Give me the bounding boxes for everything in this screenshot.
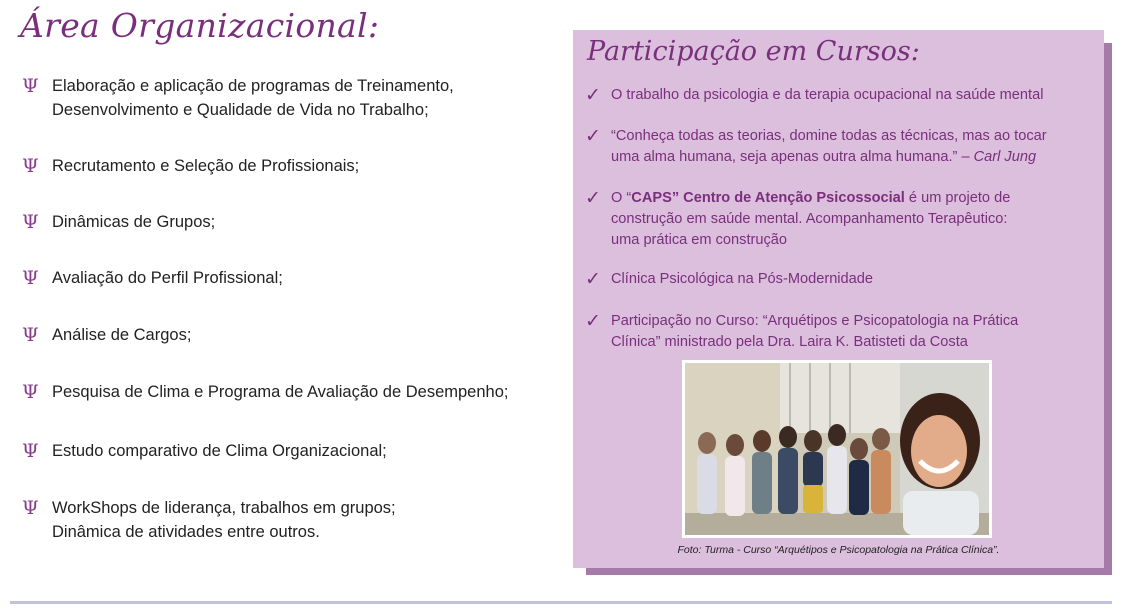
group-photo	[685, 363, 989, 535]
psi-icon: Ψ	[22, 381, 39, 403]
checkmark-icon: ✓	[585, 125, 601, 147]
cursos-panel	[573, 30, 1104, 568]
caps-line-3: uma prática em construção	[611, 232, 788, 248]
checkmark-icon: ✓	[585, 187, 601, 209]
course-text	[611, 126, 1047, 168]
list-item-text: Avaliação do Perfil Profissional;	[52, 269, 283, 287]
list-item	[22, 266, 283, 290]
list-item	[22, 380, 508, 404]
course-text: O trabalho da psicologia e da terapia ocupacional na saúde mental	[611, 87, 1044, 103]
area-organizacional-title: Área Organizacional:	[20, 6, 380, 45]
list-item-text: Dinâmicas de Grupos;	[52, 213, 216, 231]
list-item	[22, 496, 396, 544]
course-text	[611, 311, 1018, 353]
psi-icon: Ψ	[22, 440, 39, 462]
list-item	[22, 323, 191, 347]
list-item	[22, 154, 359, 178]
caps-post: é um projeto de	[904, 190, 1011, 206]
course-text: Clínica Psicológica na Pós-Modernidade	[611, 271, 874, 287]
list-item-text: Análise de Cargos;	[52, 326, 192, 344]
list-item	[22, 210, 215, 234]
caps-pre: O “	[611, 190, 632, 206]
quote-line-2: uma alma humana, seja apenas outra alma humana.” –	[611, 149, 974, 165]
course-item	[585, 188, 1095, 251]
caps-line-2: construção em saúde mental. Acompanhamento Terapêutico:	[611, 211, 1008, 227]
psi-icon: Ψ	[22, 267, 39, 289]
psi-icon: Ψ	[22, 211, 39, 233]
quote-line-1: “Conheça todas as teorias, domine todas as técnicas, mas ao tocar	[611, 128, 1047, 144]
psi-icon: Ψ	[22, 155, 39, 177]
course-item	[585, 85, 1095, 106]
psi-icon: Ψ	[22, 75, 39, 97]
curso-line-2: Clínica” ministrado pela Dra. Laira K. Batisteti da Costa	[611, 334, 968, 350]
course-item	[585, 311, 1095, 353]
list-item-text: Pesquisa de Clima e Programa de Avaliação de Desempenho;	[52, 383, 509, 401]
checkmark-icon: ✓	[585, 268, 601, 290]
bottom-divider	[10, 601, 1112, 604]
course-item	[585, 126, 1095, 168]
list-item	[22, 74, 454, 122]
checkmark-icon: ✓	[585, 84, 601, 106]
cursos-title: Participação em Cursos:	[587, 36, 920, 67]
list-item-text: WorkShops de liderança, trabalhos em grupos; Dinâmica de atividades entre outros.	[52, 499, 396, 541]
psi-icon: Ψ	[22, 324, 39, 346]
list-item-text: Recrutamento e Seleção de Profissionais;	[52, 157, 360, 175]
list-item-text: Elaboração e aplicação de programas de Treinamento, Desenvolvimento e Qualidade de Vida no Trabalho;	[52, 77, 454, 119]
list-item-text: Estudo comparativo de Clima Organizacional;	[52, 442, 387, 460]
photo-caption: Foto: Turma - Curso “Arquétipos e Psicopatologia na Prática Clínica”.	[677, 544, 1000, 556]
course-item	[585, 269, 1095, 290]
caps-bold: CAPS” Centro de Atenção Psicossocial	[631, 190, 905, 206]
psi-icon: Ψ	[22, 497, 39, 519]
list-item	[22, 439, 387, 463]
quote-author: Carl Jung	[973, 149, 1037, 165]
curso-line-1: Participação no Curso: “Arquétipos e Psicopatologia na Prática	[611, 313, 1019, 329]
group-photo-frame	[682, 360, 992, 538]
course-text	[611, 188, 1010, 251]
checkmark-icon: ✓	[585, 310, 601, 332]
